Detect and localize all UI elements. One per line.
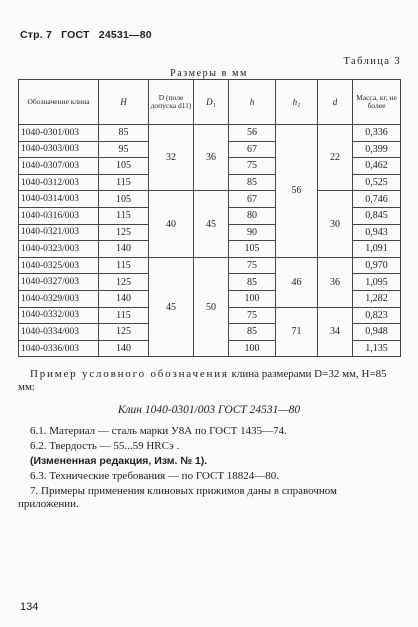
cell-mass: 0,336: [353, 125, 401, 142]
cell-mass: 0,970: [353, 257, 401, 274]
col-designation: Обозначение клина: [19, 80, 99, 125]
cell-code: 1040-0334/003: [19, 324, 99, 341]
cell-H: 125: [99, 324, 149, 341]
cell-H: 115: [99, 257, 149, 274]
cell-H: 105: [99, 158, 149, 175]
col-mass: Масса, кг, не более: [353, 80, 401, 125]
page-ref: Стр. 7: [20, 29, 53, 41]
cell-h1: 71: [276, 307, 318, 357]
cell-code: 1040-0316/003: [19, 207, 99, 224]
revision-note: (Измененная редакция, Изм. № 1).: [30, 455, 208, 467]
cell-H: 85: [99, 125, 149, 142]
cell-h: 90: [229, 224, 276, 241]
cell-D: 32: [149, 125, 194, 191]
cell-code: 1040-0329/003: [19, 290, 99, 307]
example-rest: клина размерами D=32 мм, H=85 мм:: [18, 368, 387, 393]
col-D: D (поле допуска d11): [149, 80, 194, 125]
cell-code: 1040-0321/003: [19, 224, 99, 241]
cell-d: 36: [318, 257, 353, 307]
example-paragraph: [18, 368, 400, 393]
cell-h1: 56: [276, 125, 318, 258]
table-header-row: [19, 80, 401, 125]
cell-H: 105: [99, 191, 149, 208]
cell-code: 1040-0332/003: [19, 307, 99, 324]
cell-H: 95: [99, 141, 149, 158]
page-number: 134: [20, 601, 39, 613]
cell-H: 115: [99, 307, 149, 324]
cell-H: 140: [99, 241, 149, 258]
cell-code: 1040-0325/003: [19, 257, 99, 274]
paragraph-6-2: 6.2. Твердость — 55...59 HRCэ .: [30, 440, 180, 452]
cell-H: 140: [99, 290, 149, 307]
cell-code: 1040-0336/003: [19, 340, 99, 357]
cell-h: 85: [229, 324, 276, 341]
example-code: Клин 1040-0301/003 ГОСТ 24531—80: [117, 404, 301, 416]
col-H: H: [99, 80, 149, 125]
col-d: d: [318, 80, 353, 125]
gost-label: ГОСТ: [61, 29, 90, 41]
cell-mass: 0,948: [353, 324, 401, 341]
cell-code: 1040-0301/003: [19, 125, 99, 142]
cell-h: 100: [229, 340, 276, 357]
cell-mass: 1,091: [353, 241, 401, 258]
cell-H: 140: [99, 340, 149, 357]
cell-mass: 1,095: [353, 274, 401, 291]
col-h: h: [229, 80, 276, 125]
cell-mass: 0,823: [353, 307, 401, 324]
cell-H: 125: [99, 224, 149, 241]
col-D1: D₁: [194, 80, 229, 125]
page-header: [20, 29, 158, 41]
table-row: [19, 257, 401, 274]
cell-H: 115: [99, 174, 149, 191]
paragraph-6-3: 6.3. Технические требования — по ГОСТ 18824—80.: [30, 470, 280, 482]
table-row: [19, 191, 401, 208]
cell-mass: 1,135: [353, 340, 401, 357]
cell-h1: 46: [276, 257, 318, 307]
cell-code: 1040-0327/003: [19, 274, 99, 291]
example-label: Пример условного обозначения: [30, 368, 229, 380]
cell-D1: 45: [194, 191, 229, 257]
cell-D: 40: [149, 191, 194, 257]
paragraph-7: 7. Примеры применения клиновых прижимов даны в справочном приложении.: [18, 485, 337, 510]
cell-d: 30: [318, 191, 353, 257]
cell-code: 1040-0307/003: [19, 158, 99, 175]
gost-number: 24531—80: [98, 29, 152, 41]
table-label: Таблица 3: [343, 56, 401, 67]
cell-H: 115: [99, 207, 149, 224]
cell-h: 67: [229, 141, 276, 158]
cell-h: 75: [229, 158, 276, 175]
cell-mass: 0,943: [353, 224, 401, 241]
dimensions-table: [18, 79, 401, 357]
cell-h: 80: [229, 207, 276, 224]
sizes-label: Размеры в мм: [170, 68, 248, 79]
cell-mass: 1,282: [353, 290, 401, 307]
cell-d: 22: [318, 125, 353, 191]
cell-h: 100: [229, 290, 276, 307]
cell-h: 85: [229, 274, 276, 291]
col-h1: h₁: [276, 80, 318, 125]
cell-mass: 0,399: [353, 141, 401, 158]
cell-code: 1040-0323/003: [19, 241, 99, 258]
cell-h: 105: [229, 241, 276, 258]
cell-D1: 50: [194, 257, 229, 357]
cell-mass: 0,462: [353, 158, 401, 175]
cell-h: 67: [229, 191, 276, 208]
cell-mass: 0,845: [353, 207, 401, 224]
cell-mass: 0,525: [353, 174, 401, 191]
table-row: [19, 125, 401, 142]
cell-h: 85: [229, 174, 276, 191]
cell-mass: 0,746: [353, 191, 401, 208]
cell-h: 75: [229, 307, 276, 324]
paragraph-6-1: 6.1. Материал — сталь марки У8А по ГОСТ 1435—74.: [30, 425, 287, 437]
cell-D1: 36: [194, 125, 229, 191]
cell-code: 1040-0312/003: [19, 174, 99, 191]
cell-h: 75: [229, 257, 276, 274]
cell-code: 1040-0303/003: [19, 141, 99, 158]
cell-h: 56: [229, 125, 276, 142]
cell-d: 34: [318, 307, 353, 357]
cell-D: 45: [149, 257, 194, 357]
cell-code: 1040-0314/003: [19, 191, 99, 208]
cell-H: 125: [99, 274, 149, 291]
